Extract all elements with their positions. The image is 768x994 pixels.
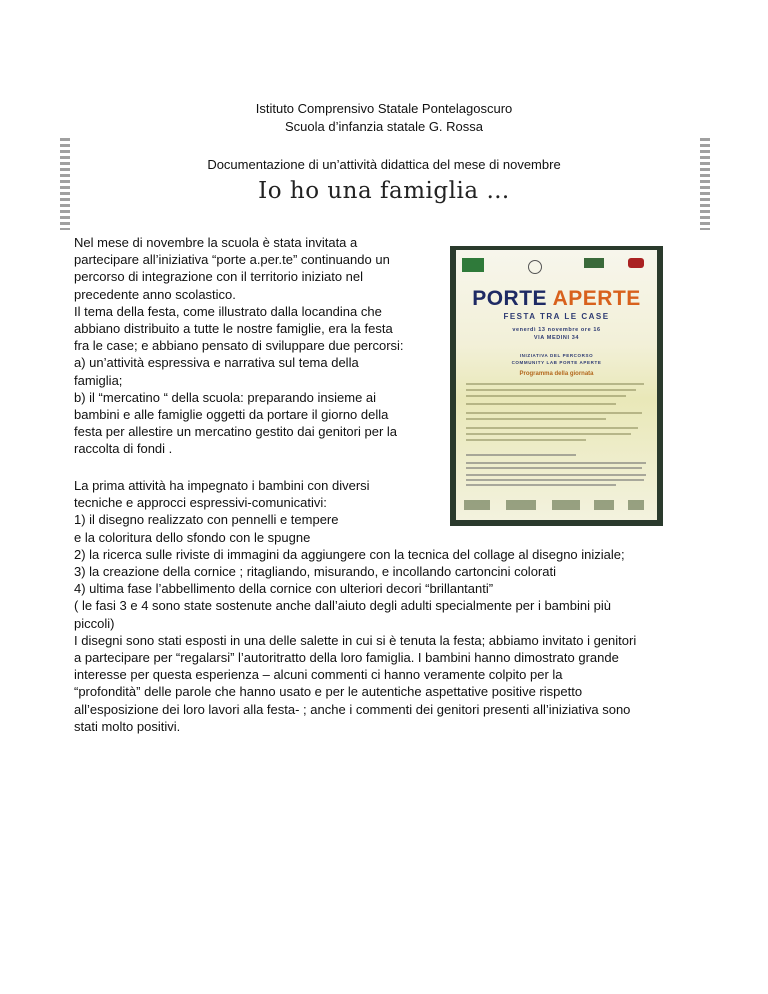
school-section: Scuola d’infanzia statale G. Rossa [285, 119, 483, 134]
text-line: ( le fasi 3 e 4 sono state sostenute anche dall’aiuto degli adulti specialmente per i bambini più [74, 598, 611, 614]
poster-initiative-line: INIZIATIVA DEL PERCORSO [519, 353, 594, 358]
poster-initiative [456, 352, 657, 366]
poster-program-line [466, 418, 606, 420]
document-subtitle: Documentazione di un’attività didattica del mese di novembre [207, 157, 561, 172]
poster-footer-line [466, 454, 576, 456]
poster-footer-line [466, 467, 642, 469]
partner-logo [584, 258, 604, 268]
text-line: 4) ultima fase l’abbellimento della cornice con ulteriori decori “brillantanti” [74, 581, 494, 597]
municipality-logo [528, 260, 542, 274]
text-line: piccoli) [74, 615, 115, 631]
text-line: all’esposizione dei loro lavori alla festa- ; anche i commenti dei genitori presenti all’iniziativa sono [74, 701, 631, 717]
poster-title-word2: APERTE [552, 287, 641, 310]
activity-paragraph [74, 477, 714, 735]
text-line: fra le case; e abbiano pensato di sviluppare due percorsi: [74, 338, 404, 354]
intro-paragraph [74, 234, 444, 458]
document-title: Io ho una famiglia … [258, 178, 510, 204]
region-logo [462, 258, 484, 272]
text-line: Nel mese di novembre la scuola è stata invitata a [74, 235, 358, 250]
poster-footer-line [466, 462, 646, 464]
poster-program-line [466, 389, 636, 391]
text-line: Il tema della festa, come illustrato dalla locandina che [74, 303, 382, 319]
text-line: a) un’attività espressiva e narrativa sul tema della [74, 355, 359, 371]
poster-title [456, 287, 657, 311]
poster-title-word1: PORTE [472, 287, 553, 310]
poster-subtitle: FESTA TRA LE CASE [503, 312, 610, 321]
text-line: a partecipare per “regalarsi” l’autoritratto della loro famiglia. I bambini hanno dimostrato grande [74, 650, 619, 666]
bird-logo [628, 258, 644, 268]
text-line: b) il “mercatino “ della scuola: preparando insieme ai [74, 389, 377, 405]
text-line: bambini e alle famiglie oggetti da portare il giorno della [74, 407, 389, 423]
text-line: 3) la creazione della cornice ; ritagliando, misurando, e incollando cartoncini colorati [74, 564, 556, 580]
poster-program-line [466, 433, 631, 435]
text-line: La prima attività ha impegnato i bambini con diversi [74, 478, 370, 493]
text-line: raccolta di fondi . [74, 441, 173, 457]
text-line: interesse per questa esperienza – alcuni commenti ci hanno veramente colpito per la [74, 667, 563, 683]
poster-program-line [466, 383, 644, 385]
document-header [0, 100, 768, 136]
text-line: famiglia; [74, 372, 123, 388]
text-line: precedente anno scolastico. [74, 286, 236, 302]
text-line: 1) il disegno realizzato con pennelli e tempere [74, 512, 339, 528]
school-name: Istituto Comprensivo Statale Pontelagoscuro [255, 101, 513, 116]
poster-program-heading: Programma della giornata [519, 371, 594, 377]
poster-program-line [466, 403, 616, 405]
poster-program-line [466, 395, 626, 397]
poster-date [456, 326, 657, 342]
text-line: e la coloritura dello sfondo con le spugne [74, 529, 311, 545]
text-line: partecipare all’iniziativa “porte a.per.te” continuando un [74, 252, 390, 268]
text-line: “profondità” delle parole che hanno usato e per le autentiche aspettative positive rispetto [74, 684, 583, 700]
poster-program-line [466, 439, 586, 441]
poster-program-line [466, 427, 638, 429]
poster-program-line [466, 412, 642, 414]
text-line: tecniche e approcci espressivi-comunicativi: [74, 495, 327, 511]
poster-footer-line [466, 474, 646, 476]
text-line: abbiano distribuito a tutte le nostre famiglie, era la festa [74, 321, 393, 337]
text-line: percorso di integrazione con il territorio iniziato nel [74, 269, 364, 285]
text-line: stati molto positivi. [74, 718, 181, 734]
text-line: I disegni sono stati esposti in una delle salette in cui si è tenuta la festa; abbiamo invitato i genitori [74, 632, 637, 648]
poster-address-line: VIA MEDINI 34 [533, 335, 580, 341]
text-line: 2) la ricerca sulle riviste di immagini da aggiungere con la tecnica del collage al disegno iniziale; [74, 546, 625, 562]
text-line: festa per allestire un mercatino gestito dai genitori per la [74, 424, 398, 440]
poster-date-line: venerdì 13 novembre ore 16 [512, 327, 601, 333]
poster-initiative-line: COMMUNITY LAB PORTE APERTE [511, 360, 602, 365]
